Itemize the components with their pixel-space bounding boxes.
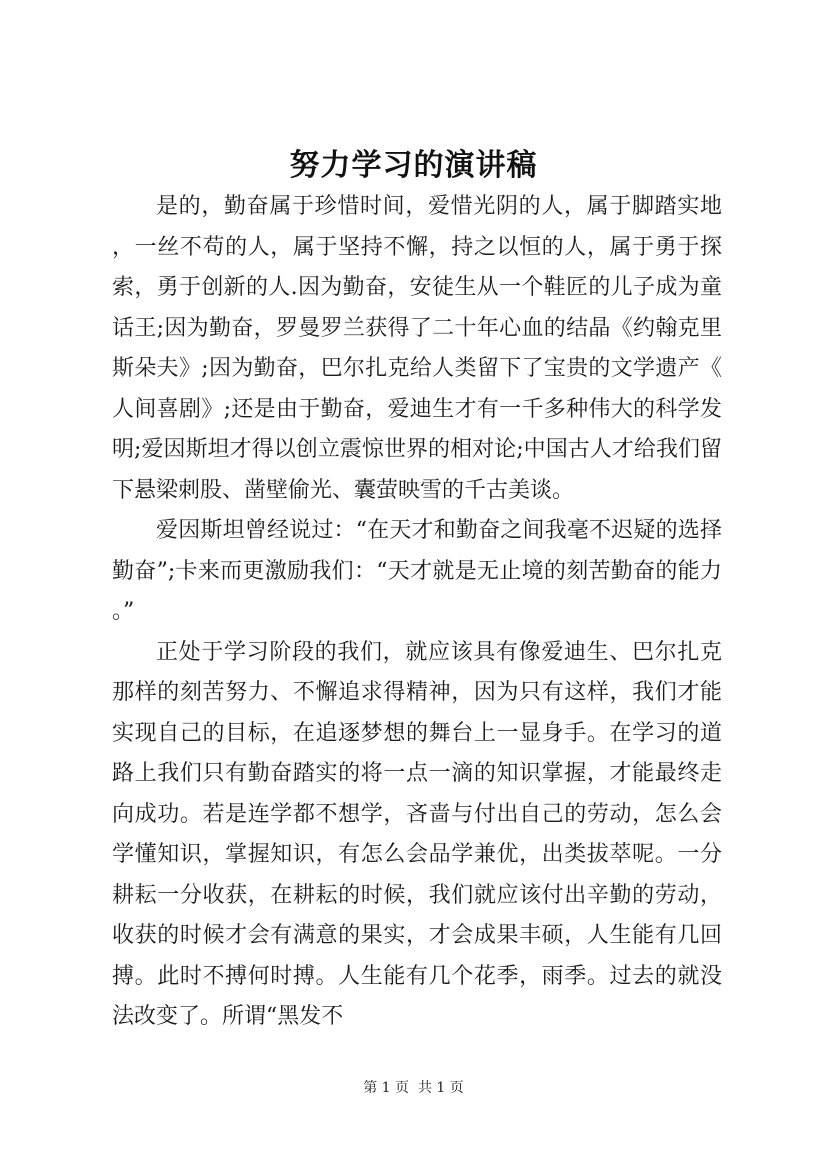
page-number-label: 第 1 页 共 1 页 (363, 1080, 464, 1096)
document-body (112, 187, 722, 1038)
paragraph-2: 爱因斯坦曾经说过：“在天才和勤奋之间我毫不迟疑的选择勤奋”;卡来而更激励我们：“天才就是无止境的刻苦勤奋的能力。” (112, 518, 722, 624)
paragraph-3: 正处于学习阶段的我们，就应该具有像爱迪生、巴尔扎克那样的刻苦努力、不懈追求得精神，因为只有这样，我们才能实现自己的目标，在追逐梦想的舞台上一显身手。在学习的道路上我们只有勤奋踏实的将一点一滴的知识掌握，才能最终走向成功。若是连学都不想学，吝啬与付出自己的劳动，怎么会学懂知识，掌握知识，有怎么会品学兼优，出类拔萃呢。一分耕耘一分收获，在耕耘的时候，我们就应该付出辛勤的劳动，收获的时候才会有满意的果实，才会成果丰硕，人生能有几回搏。此时不搏何时搏。人生能有几个花季，雨季。过去的就没法改变了。所谓“黑发不 (112, 639, 722, 1029)
document-title: 努力学习的演讲稿 (289, 148, 538, 183)
page-footer (0, 1078, 827, 1098)
paragraph-1: 是的，勤奋属于珍惜时间，爱惜光阴的人，属于脚踏实地，一丝不苟的人，属于坚持不懈，持之以恒的人，属于勇于探索，勇于创新的人.因为勤奋，安徒生从一个鞋匠的儿子成为童话王;因为勤奋，罗曼罗兰获得了二十年心血的结晶《约翰克里斯朵夫》;因为勤奋，巴尔扎克给人类留下了宝贵的文学遗产《人间喜剧》;还是由于勤奋，爱迪生才有一千多种伟大的科学发明;爱因斯坦才得以创立震惊世界的相对论;中国古人才给我们留下悬梁刺股、凿壁偷光、囊萤映雪的千古美谈。 (112, 194, 722, 503)
